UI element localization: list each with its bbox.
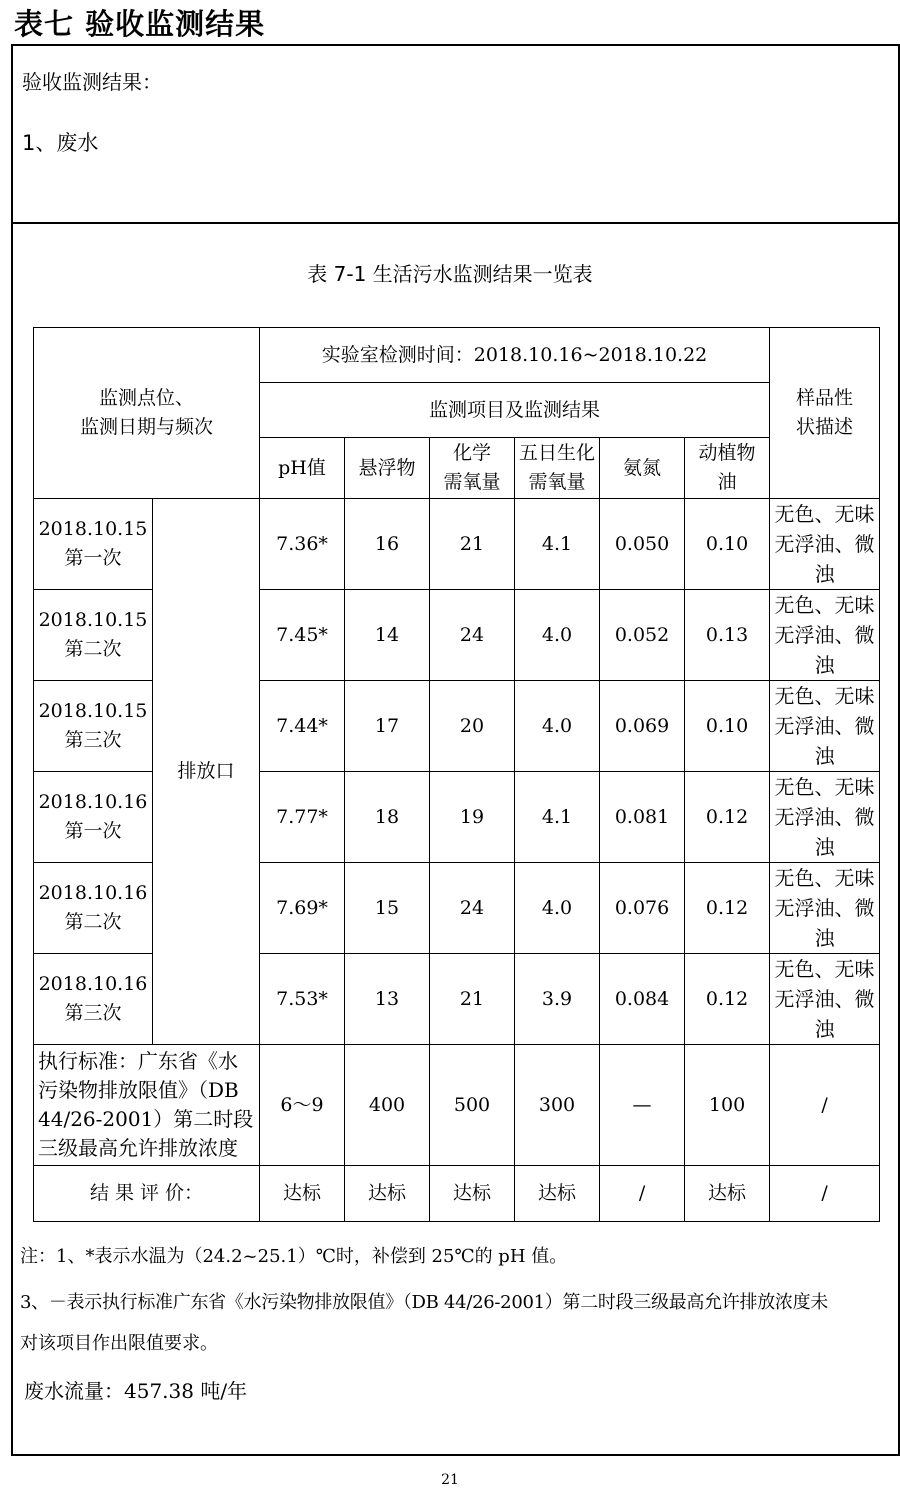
standard-bod: 300 <box>515 1045 600 1166</box>
evaluation-row <box>34 1166 880 1222</box>
standard-ph: 6～9 <box>260 1045 345 1166</box>
row-date: 2018.10.16 第一次 <box>34 772 153 863</box>
cell-cod: 24 <box>430 863 515 954</box>
cell-cod: 21 <box>430 954 515 1045</box>
evaluation-ss: 达标 <box>345 1166 430 1222</box>
evaluation-oil: 达标 <box>685 1166 770 1222</box>
row-date: 2018.10.15 第二次 <box>34 590 153 681</box>
cell-ph: 7.53* <box>260 954 345 1045</box>
evaluation-nh3: / <box>600 1166 685 1222</box>
cell-oil: 0.10 <box>685 681 770 772</box>
evaluation-label: 结 果 评 价： <box>34 1166 260 1222</box>
note-line-1: 注：1、*表示水温为（24.2~25.1）℃时，补偿到 25℃的 pH 值。 <box>20 1246 568 1267</box>
cell-desc: 无色、无味无浮油、微浊 <box>770 863 880 954</box>
cell-oil: 0.12 <box>685 863 770 954</box>
cell-desc: 无色、无味无浮油、微浊 <box>770 590 880 681</box>
standard-cod: 500 <box>430 1045 515 1166</box>
cell-bod: 3.9 <box>515 954 600 1045</box>
cell-ss: 18 <box>345 772 430 863</box>
cell-ss: 17 <box>345 681 430 772</box>
cell-ph: 7.36* <box>260 499 345 590</box>
standard-label: 执行标准：广东省《水污染物排放限值》（DB 44/26-2001）第二时段三级最高允许排放浓度 <box>34 1045 260 1166</box>
cell-oil: 0.12 <box>685 954 770 1045</box>
evaluation-ph: 达标 <box>260 1166 345 1222</box>
note-line-2: 3、－表示执行标准广东省《水污染物排放限值》（DB 44/26-2001）第二时段三级最高允许排放浓度未 <box>20 1292 828 1313</box>
row-date: 2018.10.15 第三次 <box>34 681 153 772</box>
cell-bod: 4.1 <box>515 772 600 863</box>
note-line-3: 对该项目作出限值要求。 <box>20 1333 218 1354</box>
cell-ph: 7.77* <box>260 772 345 863</box>
cell-oil: 0.13 <box>685 590 770 681</box>
cell-bod: 4.1 <box>515 499 600 590</box>
cell-desc: 无色、无味无浮油、微浊 <box>770 954 880 1045</box>
header-lab-time: 实验室检测时间：2018.10.16~2018.10.22 <box>260 328 770 383</box>
standard-nh3: — <box>600 1045 685 1166</box>
header-param-oil: 动植物 油 <box>685 438 770 499</box>
cell-nh3: 0.084 <box>600 954 685 1045</box>
cell-oil: 0.12 <box>685 772 770 863</box>
cell-oil: 0.10 <box>685 499 770 590</box>
cell-cod: 24 <box>430 590 515 681</box>
row-date: 2018.10.16 第三次 <box>34 954 153 1045</box>
header-param-ph: pH值 <box>260 438 345 499</box>
evaluation-desc: / <box>770 1166 880 1222</box>
row-date: 2018.10.15 第一次 <box>34 499 153 590</box>
location-cell: 排放口 <box>153 499 260 1045</box>
page-number: 21 <box>441 1472 459 1488</box>
cell-ss: 15 <box>345 863 430 954</box>
header-param-nh3: 氨氮 <box>600 438 685 499</box>
section-subtitle: 1、废水 <box>22 131 99 155</box>
header-param-bod: 五日生化 需氧量 <box>515 438 600 499</box>
cell-desc: 无色、无味无浮油、微浊 <box>770 499 880 590</box>
header-param-ss: 悬浮物 <box>345 438 430 499</box>
cell-bod: 4.0 <box>515 863 600 954</box>
cell-desc: 无色、无味无浮油、微浊 <box>770 772 880 863</box>
header-desc-column: 样品性 状描述 <box>770 328 880 499</box>
header-items-title: 监测项目及监测结果 <box>260 383 770 438</box>
cell-ss: 13 <box>345 954 430 1045</box>
cell-bod: 4.0 <box>515 681 600 772</box>
cell-ss: 14 <box>345 590 430 681</box>
cell-desc: 无色、无味无浮油、微浊 <box>770 681 880 772</box>
standard-desc: / <box>770 1045 880 1166</box>
cell-nh3: 0.050 <box>600 499 685 590</box>
cell-nh3: 0.052 <box>600 590 685 681</box>
header-param-cod: 化学 需氧量 <box>430 438 515 499</box>
cell-cod: 20 <box>430 681 515 772</box>
standard-oil: 100 <box>685 1045 770 1166</box>
cell-ph: 7.69* <box>260 863 345 954</box>
cell-cod: 19 <box>430 772 515 863</box>
cell-ss: 16 <box>345 499 430 590</box>
section-title: 验收监测结果： <box>22 70 162 94</box>
page-heading: 表七 验收监测结果 <box>14 7 266 41</box>
standard-row <box>34 1045 880 1166</box>
cell-cod: 21 <box>430 499 515 590</box>
cell-nh3: 0.069 <box>600 681 685 772</box>
wastewater-results-table <box>33 327 880 1222</box>
cell-ph: 7.45* <box>260 590 345 681</box>
wastewater-flow: 废水流量：457.38 吨/年 <box>24 1379 248 1403</box>
cell-ph: 7.44* <box>260 681 345 772</box>
evaluation-bod: 达标 <box>515 1166 600 1222</box>
cell-nh3: 0.081 <box>600 772 685 863</box>
table-caption: 表 7-1 生活污水监测结果一览表 <box>307 262 593 286</box>
row-date: 2018.10.16 第二次 <box>34 863 153 954</box>
standard-ss: 400 <box>345 1045 430 1166</box>
table-row <box>34 499 880 590</box>
header-point-column: 监测点位、 监测日期与频次 <box>34 328 260 499</box>
cell-bod: 4.0 <box>515 590 600 681</box>
evaluation-cod: 达标 <box>430 1166 515 1222</box>
cell-nh3: 0.076 <box>600 863 685 954</box>
